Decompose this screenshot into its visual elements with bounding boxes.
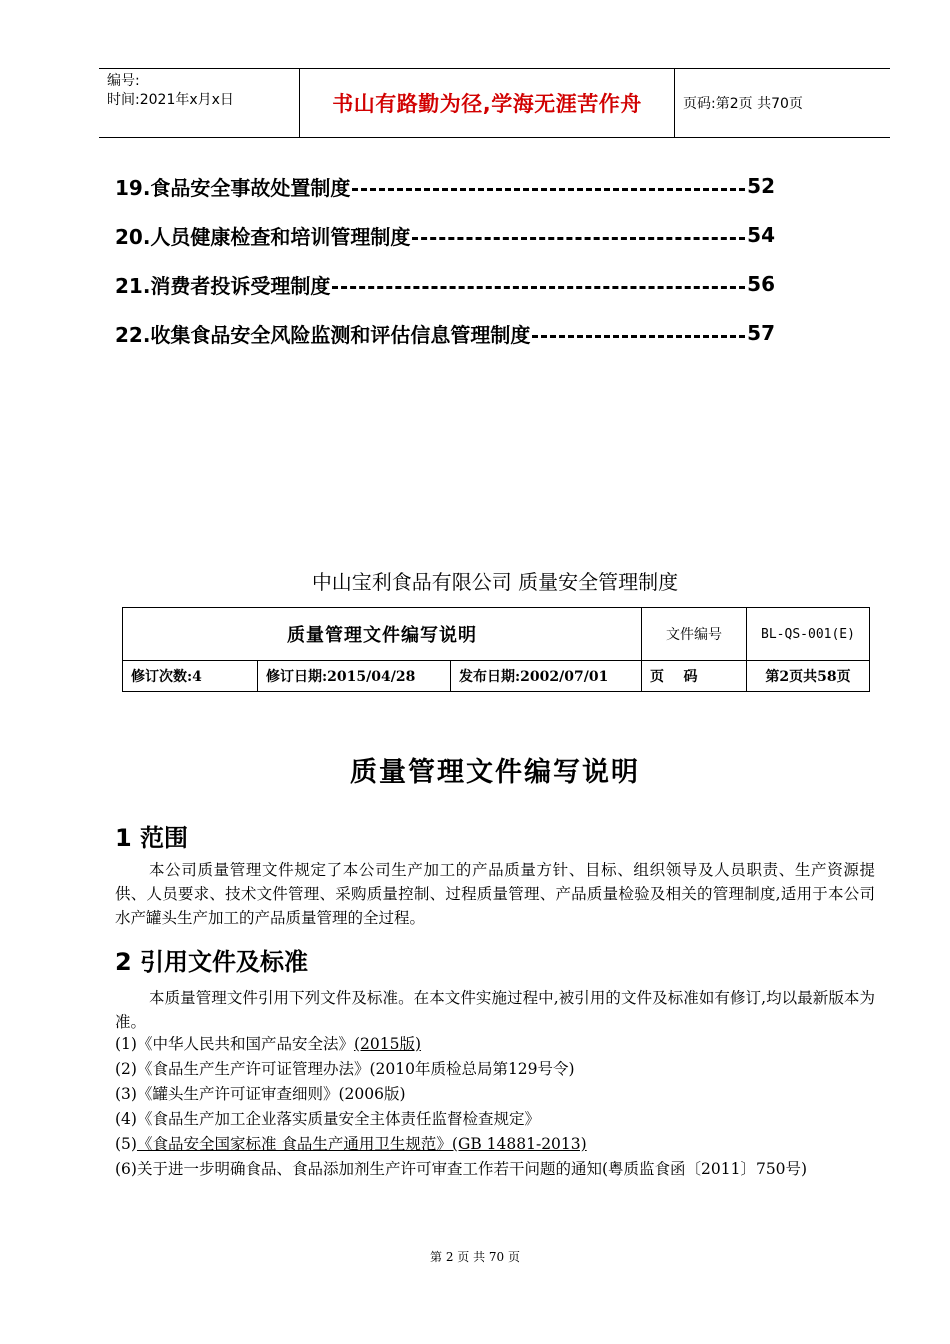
toc-entry-page: 56 — [747, 272, 775, 296]
header-time-label: 时间:2021年x月x日 — [107, 92, 234, 108]
reference-text: (1)《中华人民共和国产品安全法》 — [115, 1035, 354, 1053]
toc-entry-page: 57 — [747, 321, 775, 345]
toc-entry[interactable] — [115, 220, 775, 250]
reference-item: (3)《罐头生产许可证审查细则》(2006版) — [115, 1085, 406, 1103]
reference-underlined: (2015版) — [353, 1035, 422, 1053]
document-info-table — [122, 607, 870, 692]
reference-item: (4)《食品生产加工企业落实质量安全主体责任监督检查规定》 — [115, 1110, 540, 1128]
toc-leader — [332, 286, 745, 289]
publish-date: 发布日期:2002/07/01 — [451, 661, 642, 692]
references-intro: 本质量管理文件引用下列文件及标准。在本文件实施过程中,被引用的文件及标准如有修订,均以最新版本为准。 — [115, 989, 875, 1031]
company-heading: 中山宝利食品有限公司 质量安全管理制度 — [311, 570, 679, 594]
reference-item: (2)《食品生产生产许可证管理办法》(2010年质检总局第129号令) — [115, 1060, 575, 1078]
toc-entry-title: 21.消费者投诉受理制度 — [115, 273, 331, 298]
header-motto: 书山有路勤为径,学海无涯苦作舟 — [300, 69, 675, 137]
section-heading-scope: 1 范围 — [115, 824, 189, 852]
toc-entry-title: 22.收集食品安全风险监测和评估信息管理制度 — [115, 322, 531, 347]
revision-count: 修订次数:4 — [123, 661, 258, 692]
header-number-label: 编号: — [107, 73, 140, 89]
page-header — [99, 68, 890, 138]
reference-item: (6)关于进一步明确食品、食品添加剂生产许可审查工作若干问题的通知(粤质监食函〔2011〕750号) — [115, 1160, 808, 1178]
document-title: 质量管理文件编写说明 — [350, 757, 640, 788]
reference-item — [115, 1132, 885, 1156]
reference-item — [115, 1032, 885, 1056]
doc-table-title: 质量管理文件编写说明 — [123, 608, 642, 661]
header-meta — [99, 69, 300, 137]
page-footer: 第 2 页 共 70 页 — [430, 1250, 520, 1264]
section-heading-references: 2 引用文件及标准 — [115, 948, 309, 976]
scope-paragraph: 本公司质量管理文件规定了本公司生产加工的产品质量方针、目标、组织领导及人员职责、生产资源提供、人员要求、技术文件管理、采购质量控制、过程质量管理、产品质量检验及相关的管理制度,适用于本公司水产罐头生产加工的产品质量管理的全过程。 — [115, 861, 875, 927]
reference-underlined: 《食品安全国家标准 食品生产通用卫生规范》(GB 14881-2013) — [136, 1135, 587, 1153]
file-no-value: BL-QS-001(E) — [747, 608, 870, 661]
toc-entry-page: 52 — [747, 174, 775, 198]
toc-leader — [352, 188, 745, 191]
toc-entry[interactable] — [115, 269, 775, 299]
reference-text: (5) — [115, 1135, 137, 1153]
toc-leader — [412, 237, 745, 240]
toc-entry[interactable] — [115, 171, 775, 201]
revision-date: 修订日期:2015/04/28 — [258, 661, 451, 692]
toc-entry[interactable] — [115, 318, 775, 348]
file-no-label: 文件编号 — [642, 608, 747, 661]
header-page-info: 页码:第2页 共70页 — [683, 96, 803, 112]
page-value: 第2页共58页 — [747, 661, 870, 692]
toc-entry-title: 19.食品安全事故处置制度 — [115, 175, 351, 200]
page-label: 页 码 — [642, 661, 747, 692]
toc-entry-page: 54 — [747, 223, 775, 247]
toc-entry-title: 20.人员健康检查和培训管理制度 — [115, 224, 411, 249]
toc-leader — [532, 335, 745, 338]
